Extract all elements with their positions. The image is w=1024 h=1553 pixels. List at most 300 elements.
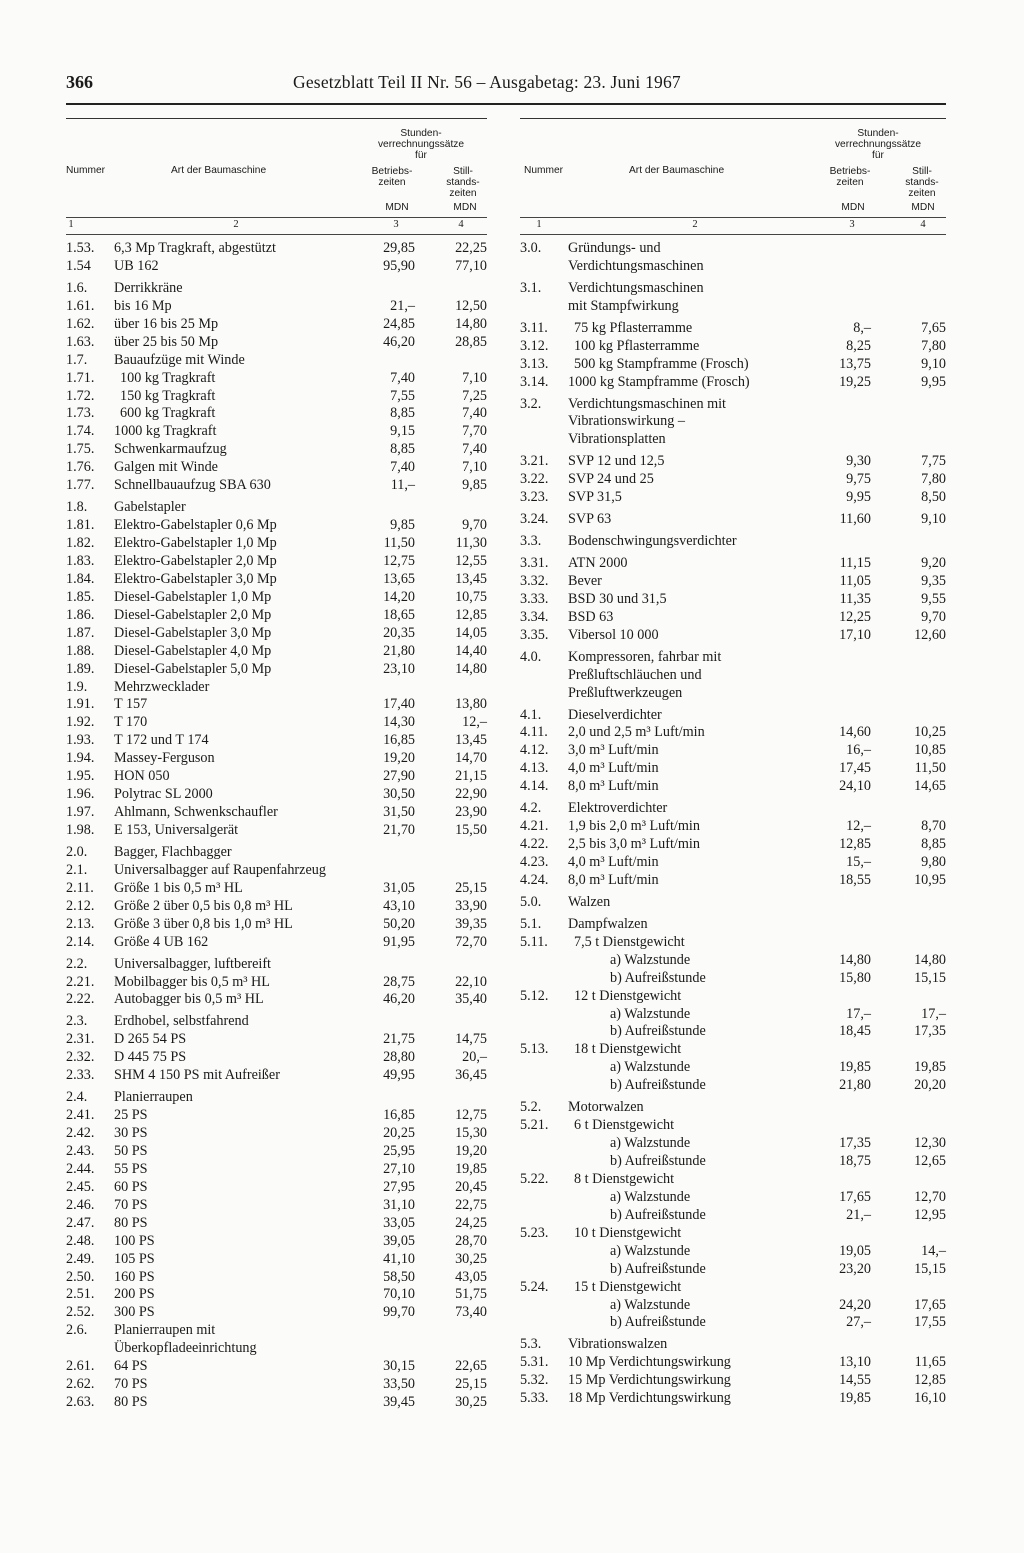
row-number: 1.95. (66, 768, 95, 785)
table-row (520, 1171, 946, 1189)
row-number (520, 413, 568, 431)
table-row (520, 1023, 946, 1041)
row-number (520, 952, 568, 970)
row-betriebszeiten: 12,75 (383, 552, 415, 569)
table-row (66, 1031, 487, 1049)
row-stillstandszeiten: 9,80 (921, 854, 946, 870)
table-row (520, 894, 946, 912)
table-row (520, 1077, 946, 1095)
row-number: 1.89. (66, 660, 95, 677)
row-number: 3.34. (520, 608, 549, 625)
row-description: 8 t Dienstgewicht (574, 1170, 675, 1187)
table-row (520, 667, 946, 685)
row-stillstandszeiten: 22,65 (455, 1358, 487, 1375)
row-description: b) Aufreißstunde (610, 1153, 706, 1169)
row-betriebszeiten: 17,65 (839, 1188, 871, 1205)
row-number: 3.33. (520, 590, 549, 607)
row-betriebszeiten: 19,85 (839, 1390, 871, 1407)
row-betriebszeiten (359, 1322, 415, 1340)
row-stillstandszeiten: 7,80 (921, 337, 946, 354)
row-stillstandszeiten: 20,20 (914, 1077, 946, 1094)
row-description: 100 kg Tragkraft (120, 369, 216, 386)
row-description: Bauaufzüge mit Winde (114, 351, 245, 368)
row-stillstandszeiten: 7,10 (462, 369, 487, 386)
table-row (520, 952, 946, 970)
row-number: 2.22. (66, 991, 95, 1008)
table-row (520, 1314, 946, 1332)
row-stillstandszeiten (871, 1117, 946, 1135)
right-table (520, 118, 946, 1408)
row-stillstandszeiten (415, 1322, 487, 1340)
row-number: 5.24. (520, 1278, 549, 1295)
row-description: 10 t Dienstgewicht (574, 1224, 682, 1241)
row-number: 4.11. (520, 724, 548, 741)
row-number: 2.32. (66, 1049, 95, 1066)
row-number: 4.21. (520, 818, 549, 835)
row-number: 2.6. (66, 1322, 88, 1339)
table-row (520, 453, 946, 471)
column-numbers: 1 2 3 4 (520, 217, 946, 235)
row-description: b) Aufreißstunde (610, 1023, 706, 1040)
row-description: über 16 bis 25 Mp (114, 315, 219, 332)
row-number: 5.21. (520, 1117, 549, 1134)
table-row (520, 1243, 946, 1261)
row-stillstandszeiten: 12,55 (455, 552, 487, 569)
row-stillstandszeiten: 14,70 (455, 750, 487, 767)
table-row (66, 334, 487, 352)
left-rows (66, 240, 487, 1412)
row-betriebszeiten (809, 280, 871, 298)
row-stillstandszeiten: 20,– (462, 1049, 487, 1066)
header-still: Still- stands- zeiten (905, 166, 939, 199)
row-description: 80 PS (114, 1394, 148, 1411)
row-description: T 170 (114, 714, 148, 731)
header-unit-betrieb: MDN (385, 202, 409, 213)
row-number: 1.61. (66, 297, 95, 314)
row-betriebszeiten: 33,50 (383, 1376, 415, 1393)
row-number (520, 1314, 568, 1332)
row-description: 55 PS (114, 1160, 148, 1177)
row-betriebszeiten: 14,20 (383, 588, 415, 605)
row-description: Überkopfladeeinrichtung (114, 1340, 257, 1357)
row-betriebszeiten (359, 844, 415, 862)
table-header (520, 119, 946, 213)
table-row (520, 742, 946, 760)
row-stillstandszeiten: 77,10 (455, 257, 487, 274)
row-number: 1.92. (66, 714, 95, 731)
row-stillstandszeiten: 14,75 (455, 1031, 487, 1048)
row-stillstandszeiten (871, 431, 946, 449)
row-betriebszeiten (809, 1279, 871, 1297)
table-row (66, 898, 487, 916)
table-row (66, 974, 487, 992)
page-title: Gesetzblatt Teil II Nr. 56 – Ausgabetag: 23. Juni 1967 (293, 72, 681, 92)
row-betriebszeiten: 24,10 (839, 778, 871, 795)
row-betriebszeiten (809, 916, 871, 934)
row-description: Elektro-Gabelstapler 1,0 Mp (114, 535, 277, 551)
table-row (520, 338, 946, 356)
row-stillstandszeiten: 22,90 (455, 786, 487, 803)
row-number: 1.91. (66, 696, 95, 713)
row-description: 100 PS (114, 1232, 155, 1249)
row-betriebszeiten (809, 413, 871, 431)
header-nummer: Nummer (66, 165, 106, 176)
row-number: 3.23. (520, 489, 549, 506)
row-stillstandszeiten (415, 280, 487, 298)
table-row (520, 1117, 946, 1135)
row-stillstandszeiten: 15,15 (914, 1260, 946, 1277)
row-description: 75 kg Pflasterramme (574, 319, 693, 336)
row-betriebszeiten: 49,95 (383, 1067, 415, 1084)
row-number: 2.62. (66, 1376, 95, 1393)
row-stillstandszeiten: 43,05 (455, 1268, 487, 1285)
table-row (66, 589, 487, 607)
table-row (520, 1153, 946, 1171)
row-description: Motorwalzen (568, 1099, 644, 1116)
table-row (520, 1354, 946, 1372)
row-description: 12 t Dienstgewicht (574, 987, 682, 1004)
row-betriebszeiten: 21,– (390, 297, 415, 314)
row-betriebszeiten (809, 1171, 871, 1189)
table-row (520, 1135, 946, 1153)
row-number: 1.74. (66, 423, 95, 440)
row-number: 3.22. (520, 471, 549, 488)
row-number: 1.83. (66, 552, 95, 569)
row-description: Gründungs- und (568, 240, 661, 256)
header-unit-still: MDN (453, 202, 477, 213)
table-row (66, 405, 487, 423)
row-number: 5.31. (520, 1354, 549, 1371)
table-row (66, 880, 487, 898)
row-number: 1.7. (66, 351, 88, 368)
row-number: 3.13. (520, 355, 549, 372)
row-description: Schwenkarmaufzug (114, 441, 227, 458)
row-betriebszeiten: 27,95 (383, 1178, 415, 1195)
table-row (520, 591, 946, 609)
row-description: ATN 2000 (568, 555, 628, 571)
row-number: 2.50. (66, 1268, 95, 1285)
row-stillstandszeiten: 21,15 (455, 768, 487, 785)
row-description: Vibrationswirkung – (568, 413, 685, 430)
row-betriebszeiten: 21,80 (383, 642, 415, 659)
row-description: HON 050 (114, 768, 170, 785)
row-description: Gabelstapler (114, 499, 186, 516)
row-number: 2.21. (66, 973, 95, 990)
row-stillstandszeiten: 7,75 (921, 453, 946, 470)
row-number: 2.31. (66, 1031, 95, 1048)
row-number: 4.12. (520, 742, 549, 759)
table-row (66, 553, 487, 571)
row-betriebszeiten: 25,95 (383, 1142, 415, 1159)
table-row (66, 750, 487, 768)
row-number: 4.22. (520, 836, 549, 853)
row-number: 1.75. (66, 441, 95, 458)
row-stillstandszeiten: 14,05 (455, 624, 487, 641)
table-row (520, 1059, 946, 1077)
row-betriebszeiten: 11,60 (839, 511, 871, 528)
row-description: SHM 4 150 PS mit Aufreißer (114, 1067, 280, 1084)
row-betriebszeiten: 28,80 (383, 1049, 415, 1066)
row-betriebszeiten: 14,80 (839, 951, 871, 968)
header-still: Still- stands- zeiten (446, 166, 480, 199)
table-row (66, 1049, 487, 1067)
row-stillstandszeiten: 30,25 (455, 1394, 487, 1411)
row-description: b) Aufreißstunde (610, 1206, 706, 1223)
table-row (520, 760, 946, 778)
row-number: 4.14. (520, 778, 549, 795)
row-number: 2.2. (66, 955, 88, 972)
row-betriebszeiten: 31,10 (383, 1196, 415, 1213)
table-row (520, 1279, 946, 1297)
row-description: 150 kg Tragkraft (120, 387, 216, 404)
row-betriebszeiten: 46,20 (383, 991, 415, 1008)
row-betriebszeiten: 7,40 (390, 459, 415, 476)
table-row (66, 1376, 487, 1394)
table-row (520, 258, 946, 276)
row-stillstandszeiten: 28,70 (455, 1232, 487, 1249)
table-row (66, 1340, 487, 1358)
table-row (66, 732, 487, 750)
table-row (66, 370, 487, 388)
row-stillstandszeiten (415, 352, 487, 370)
row-description: b) Aufreißstunde (610, 969, 706, 986)
row-number: 3.31. (520, 555, 549, 571)
row-stillstandszeiten: 12,95 (914, 1206, 946, 1223)
table-row (520, 356, 946, 374)
row-description: 2,5 bis 3,0 m³ Luft/min (568, 836, 700, 853)
row-stillstandszeiten: 12,30 (914, 1135, 946, 1152)
row-stillstandszeiten (871, 1171, 946, 1189)
row-stillstandszeiten (871, 1279, 946, 1297)
row-description: Diesel-Gabelstapler 2,0 Mp (114, 606, 272, 623)
row-description: Verdichtungsmaschinen mit (568, 395, 727, 412)
row-stillstandszeiten: 11,65 (914, 1354, 946, 1371)
row-stillstandszeiten (871, 685, 946, 703)
row-betriebszeiten: 21,75 (383, 1031, 415, 1048)
row-number (66, 1340, 114, 1358)
row-number: 2.52. (66, 1304, 95, 1321)
table-row (520, 431, 946, 449)
row-description: b) Aufreißstunde (610, 1260, 706, 1277)
row-description: BSD 30 und 31,5 (568, 590, 667, 607)
row-description: 8,0 m³ Luft/min (568, 778, 659, 795)
row-stillstandszeiten (871, 298, 946, 316)
row-description: a) Walzstunde (610, 1059, 691, 1076)
row-stillstandszeiten (871, 988, 946, 1006)
row-number: 1.77. (66, 477, 95, 494)
row-betriebszeiten: 19,85 (839, 1059, 871, 1076)
table-row (520, 627, 946, 645)
row-stillstandszeiten: 14,80 (455, 660, 487, 677)
table-row (66, 441, 487, 459)
row-betriebszeiten: 9,30 (846, 453, 871, 470)
row-stillstandszeiten (871, 1336, 946, 1354)
row-number: 3.21. (520, 453, 549, 470)
row-betriebszeiten (809, 396, 871, 414)
row-description: SVP 24 und 25 (568, 471, 654, 488)
row-stillstandszeiten: 30,25 (455, 1250, 487, 1267)
row-stillstandszeiten: 7,40 (462, 405, 487, 422)
row-stillstandszeiten (871, 413, 946, 431)
row-betriebszeiten: 29,85 (383, 240, 415, 256)
row-description: a) Walzstunde (610, 1005, 691, 1022)
table-row (66, 1107, 487, 1125)
row-number: 1.94. (66, 750, 95, 767)
table-row (520, 511, 946, 529)
row-description: Elektro-Gabelstapler 2,0 Mp (114, 552, 277, 569)
page-header (66, 72, 946, 102)
row-number: 2.41. (66, 1107, 95, 1124)
row-betriebszeiten (809, 240, 871, 258)
row-betriebszeiten (359, 862, 415, 880)
row-betriebszeiten: 50,20 (383, 915, 415, 932)
row-betriebszeiten (809, 533, 871, 551)
table-row (520, 988, 946, 1006)
table-row (66, 696, 487, 714)
row-description: 25 PS (114, 1107, 148, 1124)
row-number: 2.42. (66, 1125, 95, 1141)
table-row (66, 1161, 487, 1179)
table-row (520, 1041, 946, 1059)
row-number: 2.0. (66, 843, 88, 860)
row-description: Elektro-Gabelstapler 3,0 Mp (114, 570, 277, 587)
row-number: 5.22. (520, 1170, 549, 1187)
row-number: 1.97. (66, 804, 95, 821)
row-description: 1,9 bis 2,0 m³ Luft/min (568, 818, 700, 835)
row-stillstandszeiten: 10,25 (914, 724, 946, 741)
table-row (66, 280, 487, 298)
row-number: 3.32. (520, 572, 549, 589)
row-number (520, 1153, 568, 1171)
row-betriebszeiten (809, 431, 871, 449)
row-number: 2.45. (66, 1178, 95, 1195)
row-number (520, 298, 568, 316)
row-betriebszeiten: 9,95 (846, 489, 871, 506)
row-description: 30 PS (114, 1125, 148, 1141)
row-description: Ahlmann, Schwenkschaufler (114, 804, 278, 821)
row-number: 4.0. (520, 648, 542, 665)
table-row (66, 1269, 487, 1287)
row-stillstandszeiten: 12,85 (914, 1372, 946, 1389)
table-row (520, 916, 946, 934)
table-row (66, 352, 487, 370)
row-betriebszeiten: 16,85 (383, 732, 415, 749)
table-row (66, 1358, 487, 1376)
row-betriebszeiten: 9,75 (846, 471, 871, 488)
row-stillstandszeiten: 72,70 (455, 933, 487, 950)
row-betriebszeiten: 99,70 (383, 1304, 415, 1321)
row-description: 8,0 m³ Luft/min (568, 871, 659, 888)
row-stillstandszeiten: 33,90 (455, 897, 487, 914)
row-stillstandszeiten: 7,10 (462, 459, 487, 476)
row-description: Größe 3 über 0,8 bis 1,0 m³ HL (114, 915, 293, 932)
row-description: 7,5 t Dienstgewicht (574, 933, 685, 950)
row-number: 3.1. (520, 279, 542, 296)
row-betriebszeiten: 24,20 (839, 1296, 871, 1313)
row-betriebszeiten: 19,20 (383, 750, 415, 767)
table-row (520, 778, 946, 796)
row-number: 2.14. (66, 933, 95, 950)
row-number (520, 1207, 568, 1225)
row-betriebszeiten: 13,65 (383, 570, 415, 587)
row-number: 1.87. (66, 624, 95, 641)
row-stillstandszeiten (871, 894, 946, 912)
row-description: 100 kg Pflasterramme (574, 337, 700, 354)
row-betriebszeiten: 95,90 (383, 257, 415, 274)
row-description: Bodenschwingungsverdichter (568, 533, 737, 550)
table-row (66, 477, 487, 495)
row-number: 3.35. (520, 626, 549, 643)
row-description: a) Walzstunde (610, 1242, 691, 1259)
row-stillstandszeiten: 12,50 (455, 297, 487, 314)
table-row (66, 535, 487, 553)
row-number: 1.8. (66, 499, 88, 516)
row-number: 1.63. (66, 333, 95, 350)
row-number: 2.43. (66, 1142, 95, 1159)
row-betriebszeiten: 27,– (846, 1314, 871, 1331)
row-number: 1.85. (66, 588, 95, 605)
row-number: 5.12. (520, 987, 549, 1004)
row-betriebszeiten (809, 667, 871, 685)
row-betriebszeiten (359, 956, 415, 974)
row-betriebszeiten: 9,85 (390, 517, 415, 534)
row-number: 3.2. (520, 395, 542, 412)
row-description: Mehrzwecklader (114, 678, 210, 695)
row-description: UB 162 (114, 257, 159, 274)
table-row (66, 258, 487, 276)
row-number: 1.84. (66, 570, 95, 587)
row-betriebszeiten (809, 1225, 871, 1243)
row-stillstandszeiten: 9,20 (921, 555, 946, 571)
table-row (66, 1322, 487, 1340)
row-description: T 157 (114, 696, 148, 713)
row-betriebszeiten: 14,55 (839, 1372, 871, 1389)
row-description: Polytrac SL 2000 (114, 786, 213, 803)
row-stillstandszeiten: 23,90 (455, 804, 487, 821)
row-stillstandszeiten: 9,85 (462, 477, 487, 494)
table-row (66, 1197, 487, 1215)
row-stillstandszeiten: 13,80 (455, 696, 487, 713)
row-description: 1000 kg Tragkraft (114, 423, 217, 440)
row-description: 3,0 m³ Luft/min (568, 742, 659, 759)
row-stillstandszeiten: 17,35 (914, 1023, 946, 1040)
row-betriebszeiten: 9,15 (390, 423, 415, 440)
row-betriebszeiten: 13,75 (839, 355, 871, 372)
table-row (520, 872, 946, 890)
table-row (66, 991, 487, 1009)
row-description: 18 Mp Verdichtungswirkung (568, 1390, 731, 1407)
row-description: Elektroverdichter (568, 800, 668, 817)
row-betriebszeiten: 13,10 (839, 1354, 871, 1371)
row-number: 5.0. (520, 893, 542, 910)
row-betriebszeiten: 33,05 (383, 1214, 415, 1231)
row-stillstandszeiten (415, 1089, 487, 1107)
table-row (66, 1067, 487, 1085)
row-description: Diesel-Gabelstapler 3,0 Mp (114, 624, 272, 641)
row-betriebszeiten: 11,05 (839, 572, 871, 589)
row-stillstandszeiten: 17,65 (914, 1296, 946, 1313)
row-betriebszeiten: 39,45 (383, 1394, 415, 1411)
row-description: Planierraupen mit (114, 1322, 216, 1339)
row-betriebszeiten: 19,25 (839, 373, 871, 390)
row-betriebszeiten (359, 280, 415, 298)
row-number: 1.53. (66, 240, 95, 256)
row-stillstandszeiten: 9,95 (921, 373, 946, 390)
row-description: Derrikkräne (114, 279, 183, 296)
row-description: a) Walzstunde (610, 1296, 691, 1313)
table-row (520, 836, 946, 854)
row-betriebszeiten: 15,80 (839, 969, 871, 986)
